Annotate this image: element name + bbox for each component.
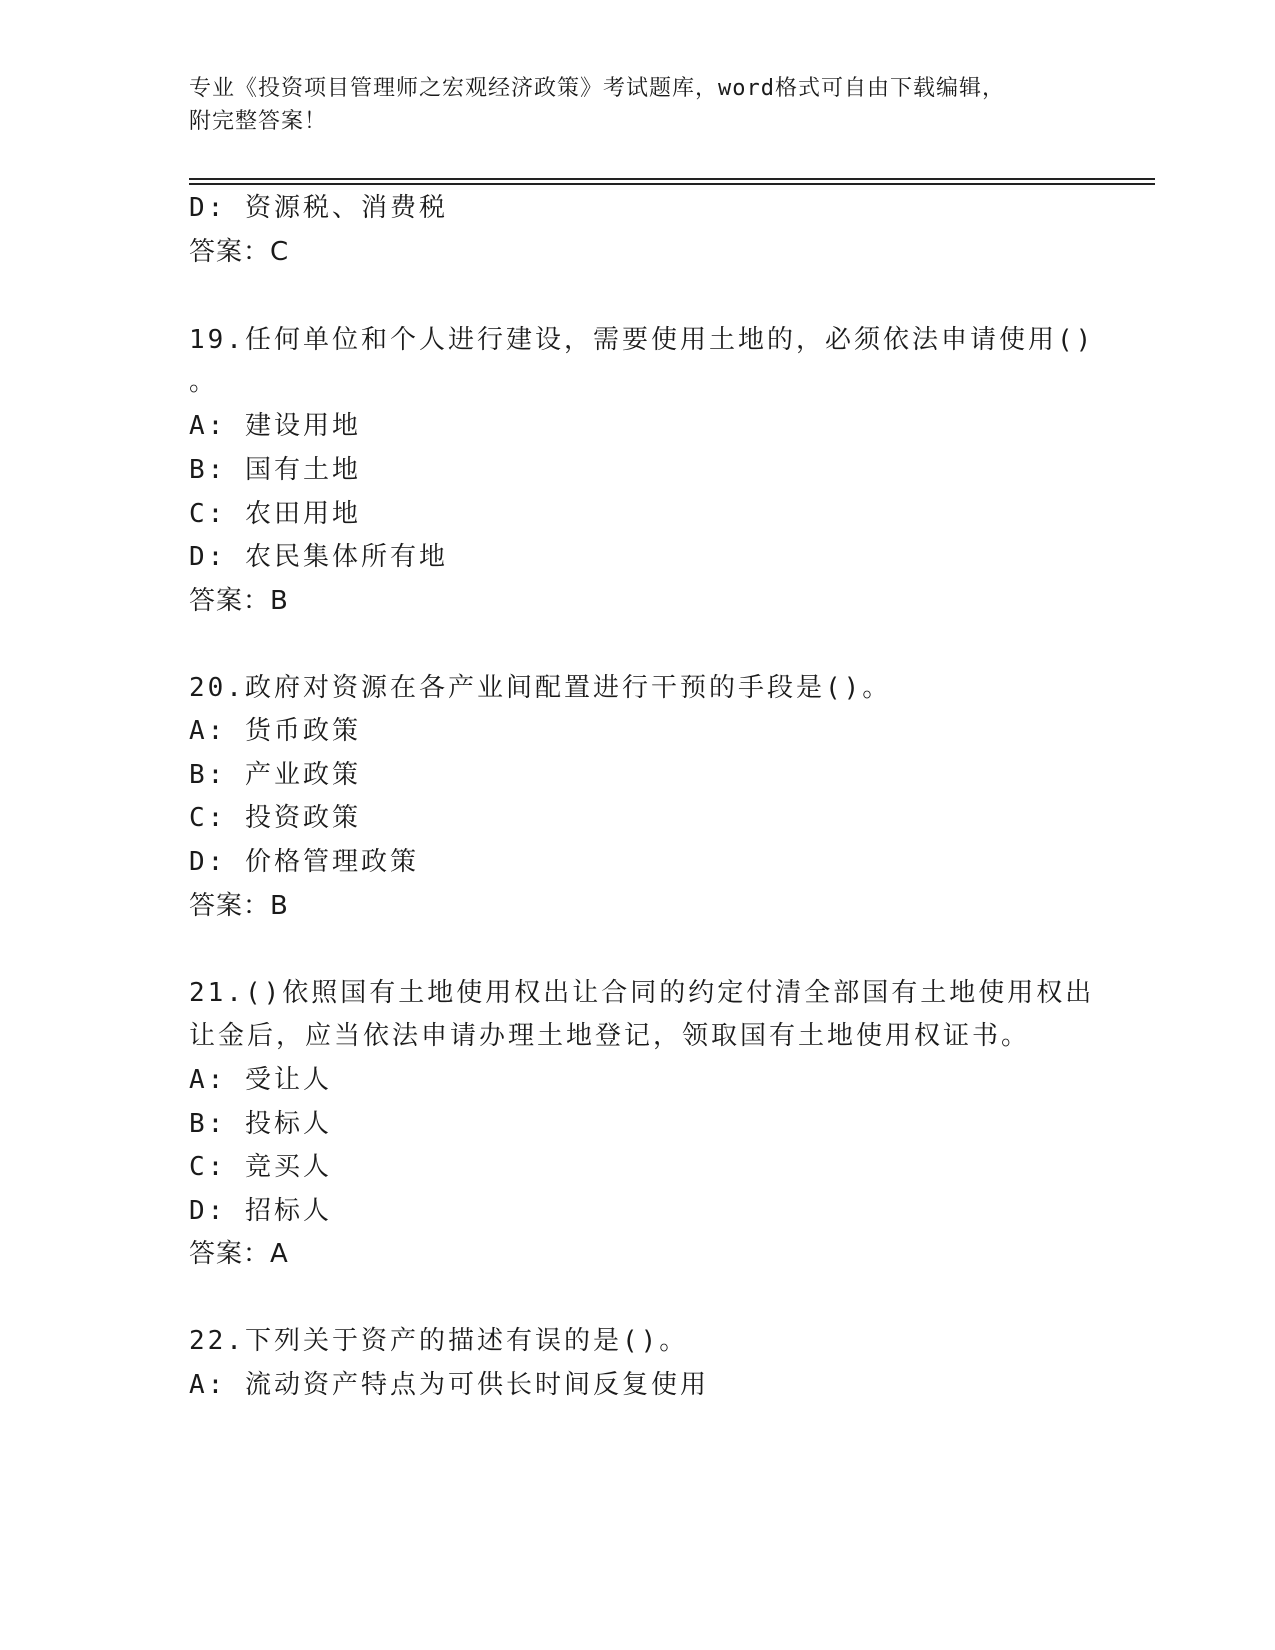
q20-option-b: B: 产业政策 xyxy=(189,760,361,790)
q19-stem-line-1: 19.任何单位和个人进行建设，需要使用土地的，必须依法申请使用() xyxy=(189,325,1095,355)
q19-stem-line-2: 。 xyxy=(189,367,219,397)
q22-stem-line-1: 22.下列关于资产的描述有误的是()。 xyxy=(189,1326,689,1356)
q22-option-a: A: 流动资产特点为可供长时间反复使用 xyxy=(189,1370,709,1400)
q20-option-a: A: 货币政策 xyxy=(189,716,361,746)
q20-answer: 答案：B xyxy=(189,891,289,921)
q21-option-d: D: 招标人 xyxy=(189,1196,332,1226)
q21-option-c: C: 竞买人 xyxy=(189,1152,332,1182)
header-divider-top xyxy=(189,178,1155,180)
q21-option-b: B: 投标人 xyxy=(189,1109,332,1139)
q21-answer: 答案：A xyxy=(189,1239,289,1269)
q20-option-d: D: 价格管理政策 xyxy=(189,847,419,877)
q19-option-c: C: 农田用地 xyxy=(189,499,361,529)
q20-option-c: C: 投资政策 xyxy=(189,803,361,833)
q20-stem-line-1: 20.政府对资源在各产业间配置进行干预的手段是()。 xyxy=(189,673,892,703)
q19-answer: 答案：B xyxy=(189,586,289,616)
q21-option-a: A: 受让人 xyxy=(189,1065,332,1095)
prev-option-d: D: 资源税、消费税 xyxy=(189,193,448,223)
header-divider-bottom xyxy=(189,183,1155,185)
header-line-1: 专业《投资项目管理师之宏观经济政策》考试题库，word格式可自由下载编辑， xyxy=(189,76,1005,101)
header-line-2: 附完整答案！ xyxy=(189,109,328,134)
q19-option-d: D: 农民集体所有地 xyxy=(189,542,448,572)
prev-answer: 答案：C xyxy=(189,237,290,267)
q21-stem-line-2: 让金后，应当依法申请办理土地登记，领取国有土地使用权证书。 xyxy=(189,1021,1031,1051)
q19-option-b: B: 国有土地 xyxy=(189,455,361,485)
document-header xyxy=(189,72,1089,138)
q19-option-a: A: 建设用地 xyxy=(189,411,361,441)
q21-stem-line-1: 21.()依照国有土地使用权出让合同的约定付清全部国有土地使用权出 xyxy=(189,978,1095,1008)
